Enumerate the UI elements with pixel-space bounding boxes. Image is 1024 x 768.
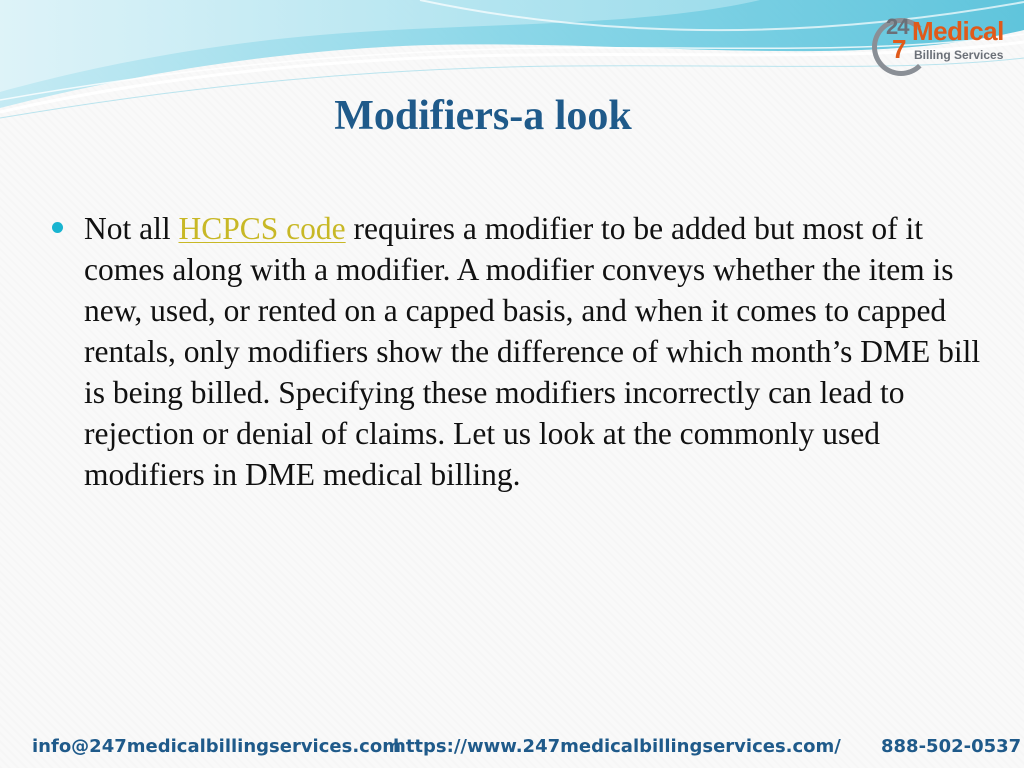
logo-brand: Medical [912,16,1004,46]
logo-number-24: 24 [886,14,909,39]
footer-website[interactable]: https://www.247medicalbillingservices.com/ [393,736,841,757]
footer-email[interactable]: info@247medicalbillingservices.com [32,736,401,757]
body-paragraph [84,208,989,495]
footer [0,730,1024,764]
logo-number-7: 7 [892,34,907,64]
slide-title: Modifiers-a look [334,93,632,139]
footer-phone[interactable]: 888-502-0537 [881,736,1022,757]
logo-tagline: Billing Services [914,48,1004,62]
paragraph-body: requires a modifier to be added but most of it comes along with a modifier. A modifier conveys whether the item is new, used, or rented on a capped basis, and when it comes to capped rentals, only modifiers show the difference of which month’s DME bill is being billed. Specifying these modifiers incorrectly can lead to rejection or denial of claims. Let us look at the commonly used modifiers in DME medical billing. [84,211,981,492]
company-logo [870,12,1020,78]
hcpcs-code-link[interactable]: HCPCS code [178,211,346,246]
paragraph-intro: Not all [84,211,179,246]
bullet-dot-icon [52,222,63,233]
